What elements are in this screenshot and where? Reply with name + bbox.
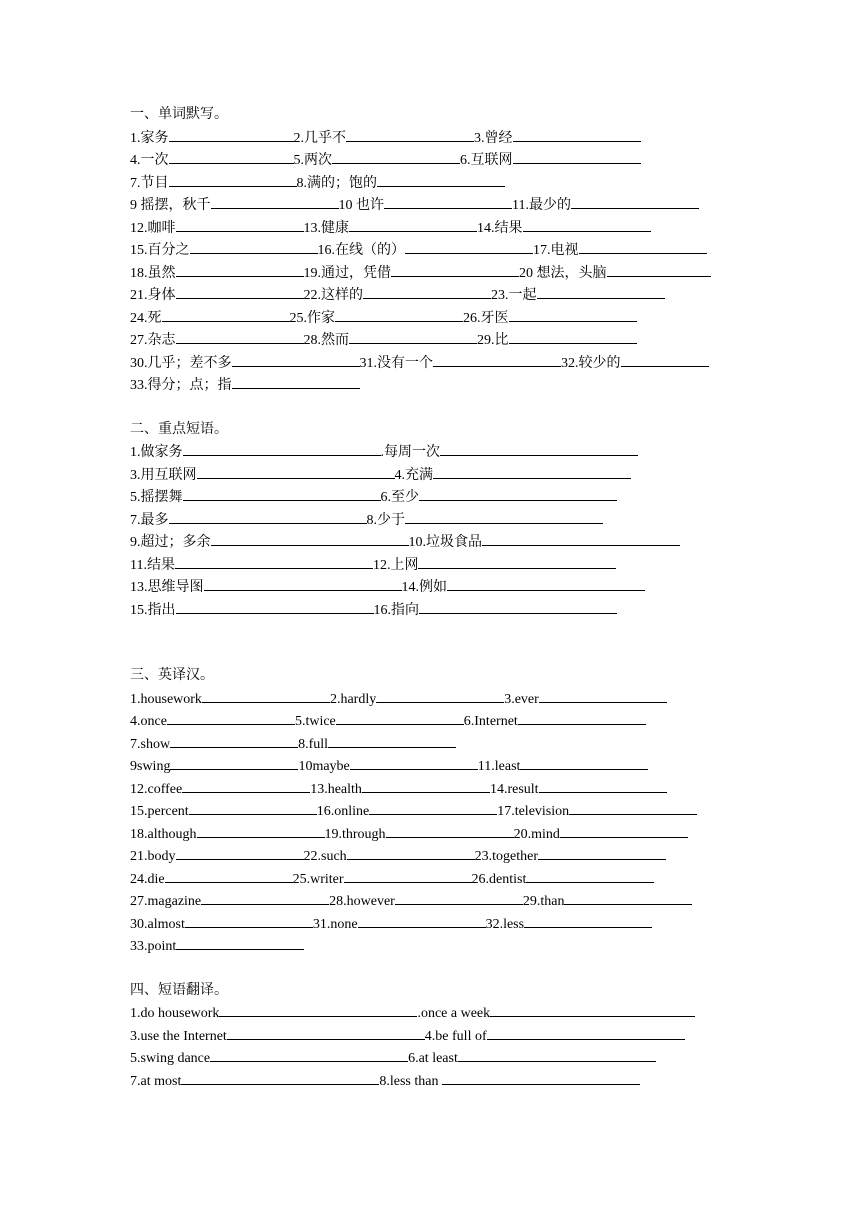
- question-label: 5.swing dance: [130, 1051, 211, 1066]
- answer-blank[interactable]: [395, 890, 523, 905]
- question-row: [130, 778, 790, 801]
- answer-blank[interactable]: [487, 1025, 685, 1040]
- question-label: 33.得分；点；指: [130, 378, 232, 393]
- answer-blank[interactable]: [538, 845, 666, 860]
- answer-blank[interactable]: [232, 374, 360, 389]
- answer-blank[interactable]: [482, 531, 680, 546]
- answer-blank[interactable]: [526, 868, 654, 883]
- answer-blank[interactable]: [405, 509, 603, 524]
- question-label: 26.dentist: [471, 871, 527, 887]
- section-title: 四、短语翻译。: [130, 982, 228, 998]
- question-label: .每周一次: [380, 445, 440, 460]
- answer-blank[interactable]: [362, 778, 490, 793]
- answer-blank[interactable]: [176, 935, 304, 950]
- question-row: [130, 823, 790, 846]
- question-label: 17.television: [497, 804, 570, 819]
- answer-blank[interactable]: [204, 576, 402, 591]
- question-label: 13.思维导图: [130, 580, 204, 595]
- answer-blank[interactable]: [336, 710, 464, 725]
- question-label: 8.满的；饱的: [296, 175, 377, 191]
- question-label: 15.percent: [130, 804, 189, 819]
- question-label: 31.没有一个: [359, 355, 433, 371]
- question-label: 15.指出: [130, 602, 176, 618]
- answer-blank[interactable]: [182, 778, 310, 793]
- answer-blank[interactable]: [377, 172, 505, 187]
- question-row: [130, 486, 790, 509]
- question-label: 19.through: [324, 826, 386, 842]
- answer-blank[interactable]: [458, 1047, 656, 1062]
- answer-blank[interactable]: [181, 1070, 379, 1085]
- question-label: 8.少于: [366, 512, 405, 528]
- question-label: 9swing: [130, 759, 171, 774]
- answer-blank[interactable]: [170, 733, 298, 748]
- answer-blank[interactable]: [391, 262, 519, 277]
- question-label: 11.least: [477, 759, 521, 774]
- question-label: 18.although: [130, 826, 197, 842]
- question-label: 4.一次: [130, 153, 169, 168]
- question-label: 15.百分之: [130, 243, 190, 258]
- question-label: 10.垃圾食品: [408, 535, 482, 550]
- question-label: 6.互联网: [460, 153, 513, 168]
- question-row: [130, 239, 790, 262]
- question-label: .once a week: [417, 1006, 491, 1021]
- answer-blank[interactable]: [447, 576, 645, 591]
- question-label: 22.这样的: [303, 288, 363, 303]
- question-label: 1.做家务: [130, 445, 183, 460]
- question-label: 22.such: [303, 849, 347, 864]
- question-label: 23.together: [474, 849, 539, 864]
- section-english-to-chinese: [130, 665, 790, 958]
- question-label: 9 摇摆，秋千: [130, 198, 211, 213]
- question-row: [130, 1025, 790, 1048]
- answer-blank[interactable]: [197, 464, 395, 479]
- section-spacer: [130, 621, 790, 665]
- question-row: [130, 352, 790, 375]
- question-label: 6.at least: [408, 1051, 458, 1066]
- question-label: 14.结果: [477, 220, 523, 236]
- answer-blank[interactable]: [332, 149, 460, 164]
- question-label: 3.use the Internet: [130, 1028, 227, 1044]
- answer-blank[interactable]: [358, 913, 486, 928]
- answer-blank[interactable]: [621, 352, 709, 367]
- question-label: 27.magazine: [130, 894, 202, 909]
- answer-blank[interactable]: [175, 554, 373, 569]
- question-label: 11.最少的: [512, 198, 571, 213]
- question-row: [130, 194, 790, 217]
- answer-blank[interactable]: [350, 755, 478, 770]
- question-label: 5.两次: [293, 153, 332, 168]
- section-spacer: [130, 958, 790, 980]
- question-label: 5.twice: [294, 714, 336, 729]
- question-label: 19.通过，凭借: [303, 265, 391, 281]
- answer-blank[interactable]: [162, 307, 290, 322]
- question-row: [130, 935, 790, 958]
- section-title: 二、重点短语。: [130, 421, 228, 437]
- question-row: [130, 1070, 790, 1093]
- answer-blank[interactable]: [386, 823, 514, 838]
- answer-blank[interactable]: [513, 127, 641, 142]
- answer-blank[interactable]: [537, 284, 665, 299]
- question-label: 31.none: [312, 916, 358, 932]
- answer-blank[interactable]: [539, 688, 667, 703]
- question-label: 9.超过；多余: [130, 535, 211, 550]
- question-row: [130, 845, 790, 868]
- question-label: 28.然而: [303, 333, 349, 348]
- question-label: 29.比: [477, 333, 509, 348]
- answer-blank[interactable]: [202, 688, 330, 703]
- answer-blank[interactable]: [170, 755, 298, 770]
- answer-blank[interactable]: [349, 217, 477, 232]
- question-label: 7.最多: [130, 512, 169, 528]
- worksheet: [130, 104, 790, 1092]
- question-label: 8.full: [298, 736, 329, 752]
- question-row: [130, 329, 790, 352]
- answer-blank[interactable]: [189, 800, 317, 815]
- question-row: [130, 441, 790, 464]
- question-label: 14.例如: [401, 580, 447, 595]
- answer-blank[interactable]: [169, 149, 294, 164]
- answer-blank[interactable]: [335, 307, 463, 322]
- answer-blank[interactable]: [569, 800, 697, 815]
- question-row: [130, 307, 790, 330]
- answer-blank[interactable]: [418, 554, 616, 569]
- answer-blank[interactable]: [183, 486, 381, 501]
- question-label: 18.虽然: [130, 265, 176, 281]
- question-row: [130, 755, 790, 778]
- question-row: [130, 913, 790, 936]
- answer-blank[interactable]: [523, 217, 651, 232]
- question-label: 14.result: [489, 781, 539, 797]
- question-label: 8.less than: [379, 1073, 442, 1089]
- answer-blank[interactable]: [539, 778, 667, 793]
- section-word-dictation: [130, 104, 790, 397]
- answer-blank[interactable]: [347, 845, 475, 860]
- question-label: 7.at most: [130, 1073, 182, 1089]
- question-label: 3.曾经: [474, 130, 513, 146]
- answer-blank[interactable]: [169, 127, 294, 142]
- question-label: 3.用互联网: [130, 467, 197, 483]
- answer-blank[interactable]: [211, 531, 409, 546]
- answer-blank[interactable]: [201, 890, 329, 905]
- answer-blank[interactable]: [520, 755, 648, 770]
- question-label: 12.coffee: [130, 781, 183, 797]
- question-label: 13.health: [310, 781, 362, 797]
- question-row: [130, 576, 790, 599]
- question-label: 17.电视: [533, 243, 579, 258]
- section-title: 三、英译汉。: [130, 668, 214, 683]
- question-row: [130, 710, 790, 733]
- question-label: 20 想法，头脑: [519, 265, 607, 281]
- question-row: [130, 599, 790, 622]
- question-label: 24.die: [130, 871, 165, 887]
- question-label: 1.do housework: [130, 1006, 220, 1021]
- answer-blank[interactable]: [433, 464, 631, 479]
- answer-blank[interactable]: [564, 890, 692, 905]
- answer-blank[interactable]: [440, 441, 638, 456]
- question-label: 33.point: [130, 939, 177, 954]
- question-row: [130, 800, 790, 823]
- question-label: 6.Internet: [463, 714, 518, 729]
- answer-blank[interactable]: [176, 845, 304, 860]
- question-label: 10 也许: [338, 198, 384, 213]
- answer-blank[interactable]: [518, 710, 646, 725]
- answer-blank[interactable]: [369, 800, 497, 815]
- question-label: 2.几乎不: [293, 130, 346, 146]
- answer-blank[interactable]: [211, 194, 339, 209]
- question-label: 21.body: [130, 849, 176, 864]
- question-label: 10maybe: [298, 759, 350, 774]
- answer-blank[interactable]: [509, 307, 637, 322]
- question-label: 7.节目: [130, 175, 169, 191]
- answer-blank[interactable]: [490, 1002, 695, 1017]
- question-label: 1.家务: [130, 130, 169, 146]
- question-label: 23.一起: [491, 288, 537, 303]
- question-label: 28.however: [329, 894, 395, 909]
- question-label: 1.housework: [130, 691, 202, 707]
- question-row: [130, 509, 790, 532]
- answer-blank[interactable]: [384, 194, 512, 209]
- answer-blank[interactable]: [560, 823, 688, 838]
- question-label: 26.牙医: [463, 310, 509, 326]
- answer-blank[interactable]: [524, 913, 652, 928]
- question-row: [130, 262, 790, 285]
- question-label: 2.hardly: [329, 691, 377, 707]
- answer-blank[interactable]: [433, 352, 561, 367]
- answer-blank[interactable]: [167, 710, 295, 725]
- question-label: 6.至少: [380, 490, 419, 505]
- answer-blank[interactable]: [176, 599, 374, 614]
- answer-blank[interactable]: [442, 1070, 640, 1085]
- question-label: 4.充满: [394, 467, 433, 483]
- question-row: [130, 374, 790, 397]
- question-row: [130, 217, 790, 240]
- question-label: 27.杂志: [130, 333, 176, 348]
- question-label: 32.较少的: [561, 355, 621, 371]
- question-label: 4.once: [130, 714, 167, 729]
- question-row: [130, 284, 790, 307]
- answer-blank[interactable]: [419, 486, 617, 501]
- answer-blank[interactable]: [176, 262, 304, 277]
- question-label: 12.咖啡: [130, 220, 176, 236]
- answer-blank[interactable]: [183, 441, 381, 456]
- answer-blank[interactable]: [405, 239, 533, 254]
- question-row: [130, 1002, 790, 1025]
- answer-blank[interactable]: [363, 284, 491, 299]
- question-row: [130, 464, 790, 487]
- question-label: 11.结果: [130, 557, 175, 573]
- question-row: [130, 868, 790, 891]
- question-label: 13.健康: [303, 220, 349, 236]
- answer-blank[interactable]: [607, 262, 711, 277]
- question-label: 3.ever: [504, 691, 539, 707]
- question-label: 20.mind: [513, 826, 560, 842]
- answer-blank[interactable]: [232, 352, 360, 367]
- answer-blank[interactable]: [571, 194, 699, 209]
- question-label: 16.指向: [373, 602, 419, 618]
- answer-blank[interactable]: [349, 329, 477, 344]
- question-row: [130, 172, 790, 195]
- answer-blank[interactable]: [219, 1002, 417, 1017]
- answer-blank[interactable]: [328, 733, 456, 748]
- answer-blank[interactable]: [176, 329, 304, 344]
- answer-blank[interactable]: [165, 868, 293, 883]
- question-row: [130, 1047, 790, 1070]
- answer-blank[interactable]: [197, 823, 325, 838]
- question-label: 5.摇摆舞: [130, 490, 183, 505]
- question-row: [130, 149, 790, 172]
- answer-blank[interactable]: [176, 217, 304, 232]
- question-label: 29.than: [522, 894, 565, 909]
- answer-blank[interactable]: [509, 329, 637, 344]
- answer-blank[interactable]: [185, 913, 313, 928]
- answer-blank[interactable]: [346, 127, 474, 142]
- question-label: 16.在线（的）: [317, 243, 405, 258]
- question-row: [130, 733, 790, 756]
- section-key-phrases: [130, 419, 790, 622]
- question-row: [130, 890, 790, 913]
- question-label: 12.上网: [372, 557, 419, 573]
- section-spacer: [130, 397, 790, 419]
- question-label: 30.几乎；差不多: [130, 355, 232, 371]
- question-label: 4.be full of: [424, 1028, 487, 1044]
- question-label: 7.show: [130, 736, 171, 752]
- question-label: 16.online: [316, 804, 370, 819]
- answer-blank[interactable]: [579, 239, 707, 254]
- question-label: 21.身体: [130, 288, 176, 303]
- question-row: [130, 531, 790, 554]
- answer-blank[interactable]: [419, 599, 617, 614]
- question-row: [130, 688, 790, 711]
- question-row: [130, 554, 790, 577]
- question-label: 32.less: [485, 916, 525, 932]
- answer-blank[interactable]: [169, 509, 367, 524]
- answer-blank[interactable]: [190, 239, 318, 254]
- answer-blank[interactable]: [169, 172, 297, 187]
- answer-blank[interactable]: [227, 1025, 425, 1040]
- section-phrase-translation: [130, 980, 790, 1093]
- section-title: 一、单词默写。: [130, 107, 228, 122]
- answer-blank[interactable]: [344, 868, 472, 883]
- answer-blank[interactable]: [513, 149, 641, 164]
- question-row: [130, 127, 790, 150]
- answer-blank[interactable]: [376, 688, 504, 703]
- answer-blank[interactable]: [176, 284, 304, 299]
- answer-blank[interactable]: [210, 1047, 408, 1062]
- question-label: 24.死: [130, 310, 162, 326]
- question-label: 25.作家: [289, 310, 335, 326]
- question-label: 30.almost: [130, 916, 185, 932]
- question-label: 25.writer: [292, 871, 344, 887]
